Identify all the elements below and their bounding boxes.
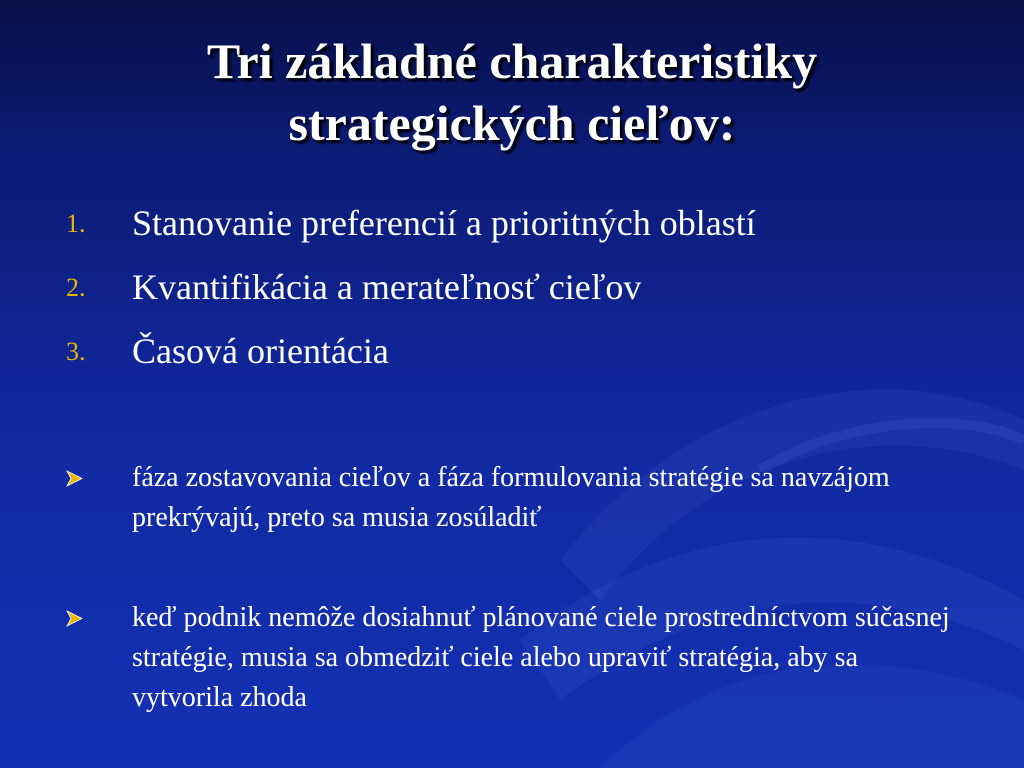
bullet-text: fáza zostavovania cieľov a fáza formulovania stratégie sa navzájom prekrývajú, preto sa musia zosúladiť xyxy=(132,462,890,533)
bullet-item xyxy=(0,458,1024,598)
numbered-item xyxy=(0,197,1024,261)
item-text: Kvantifikácia a merateľnosť cieľov xyxy=(132,267,642,307)
bullet-item xyxy=(0,598,1024,728)
slide-title-line-1: Tri základné charakteristiky xyxy=(206,33,818,89)
bullet-text: keď podnik nemôže dosiahnuť plánované ciele prostredníctvom súčasnej stratégie, musia sa obmedziť ciele alebo upraviť stratégia, aby sa vytvorila zhoda xyxy=(132,602,950,713)
item-number: 3. xyxy=(66,337,86,366)
item-text: Stanovanie preferencií a prioritných oblastí xyxy=(132,203,756,243)
arrow-right-icon xyxy=(66,470,83,487)
item-text: Časová orientácia xyxy=(132,331,389,371)
bullet-list xyxy=(0,458,1024,728)
numbered-list xyxy=(0,197,1024,389)
slide-title xyxy=(0,30,1024,154)
arrow-right-icon xyxy=(66,610,83,627)
item-number: 1. xyxy=(66,209,86,238)
item-number: 2. xyxy=(66,273,86,302)
numbered-item xyxy=(0,325,1024,389)
numbered-item xyxy=(0,261,1024,325)
slide-title-line-2: strategických cieľov: xyxy=(288,95,736,151)
